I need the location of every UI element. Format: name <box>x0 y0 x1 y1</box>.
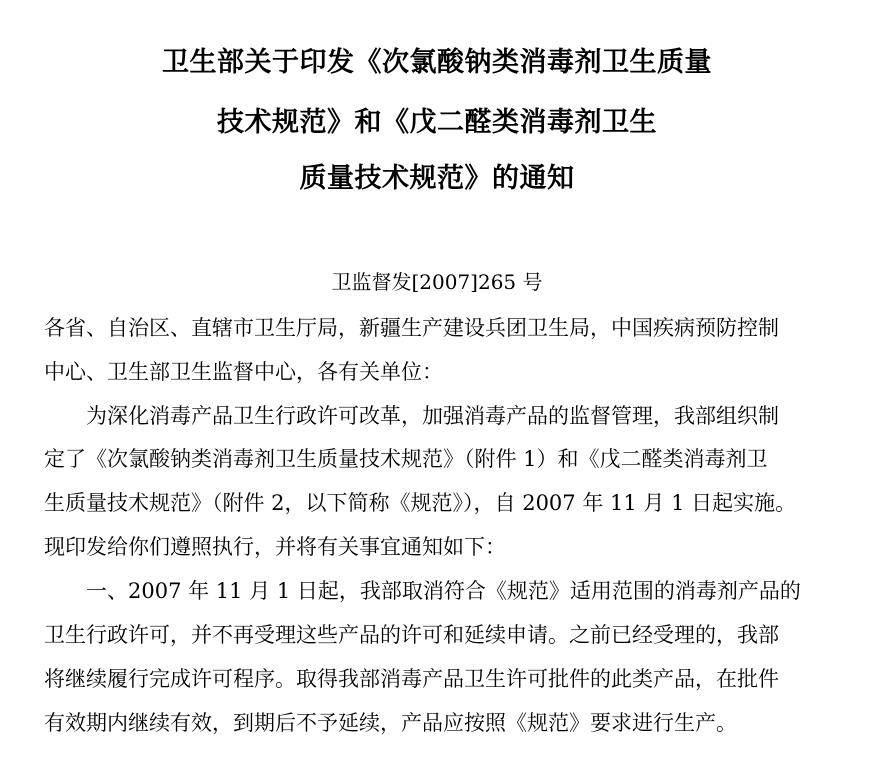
paragraph-2-line-2: 卫生行政许可，并不再受理这些产品的许可和延续申请。之前已经受理的，我部 <box>44 623 779 647</box>
document-title-line-2: 技术规范》和《戊二醛类消毒剂卫生 <box>217 107 657 138</box>
document-title-line-3: 质量技术规范》的通知 <box>299 163 575 194</box>
paragraph-1-line-2: 定了《次氯酸钠类消毒剂卫生质量技术规范》（附件 1）和《戊二醛类消毒剂卫 <box>44 447 768 471</box>
paragraph-2-line-4: 有效期内继续有效，到期后不予延续，产品应按照《规范》要求进行生产。 <box>44 711 737 735</box>
paragraph-1-line-1: 为深化消毒产品卫生行政许可改革，加强消毒产品的监督管理，我部组织制 <box>86 404 779 428</box>
paragraph-2-line-1: 一、2007 年 11 月 1 日起，我部取消符合《规范》适用范围的消毒剂产品的 <box>86 579 801 603</box>
document-title-line-1: 卫生部关于印发《次氯酸钠类消毒剂卫生质量 <box>162 47 712 78</box>
addressee-line-2: 中心、卫生部卫生监督中心，各有关单位： <box>44 360 443 384</box>
addressee-line-1: 各省、自治区、直辖市卫生厅局，新疆生产建设兵团卫生局，中国疾病预防控制 <box>44 316 779 340</box>
paragraph-1-line-3: 生质量技术规范》（附件 2，以下简称《规范》），自 2007 年 11 月 1 日起实施。 <box>44 491 797 515</box>
paragraph-1-line-4: 现印发给你们遵照执行，并将有关事宜通知如下： <box>44 535 506 559</box>
paragraph-2-line-3: 将继续履行完成许可程序。取得我部消毒产品卫生许可批件的此类产品，在批件 <box>44 667 779 691</box>
document-number: 卫监督发[2007]265 号 <box>331 270 543 294</box>
